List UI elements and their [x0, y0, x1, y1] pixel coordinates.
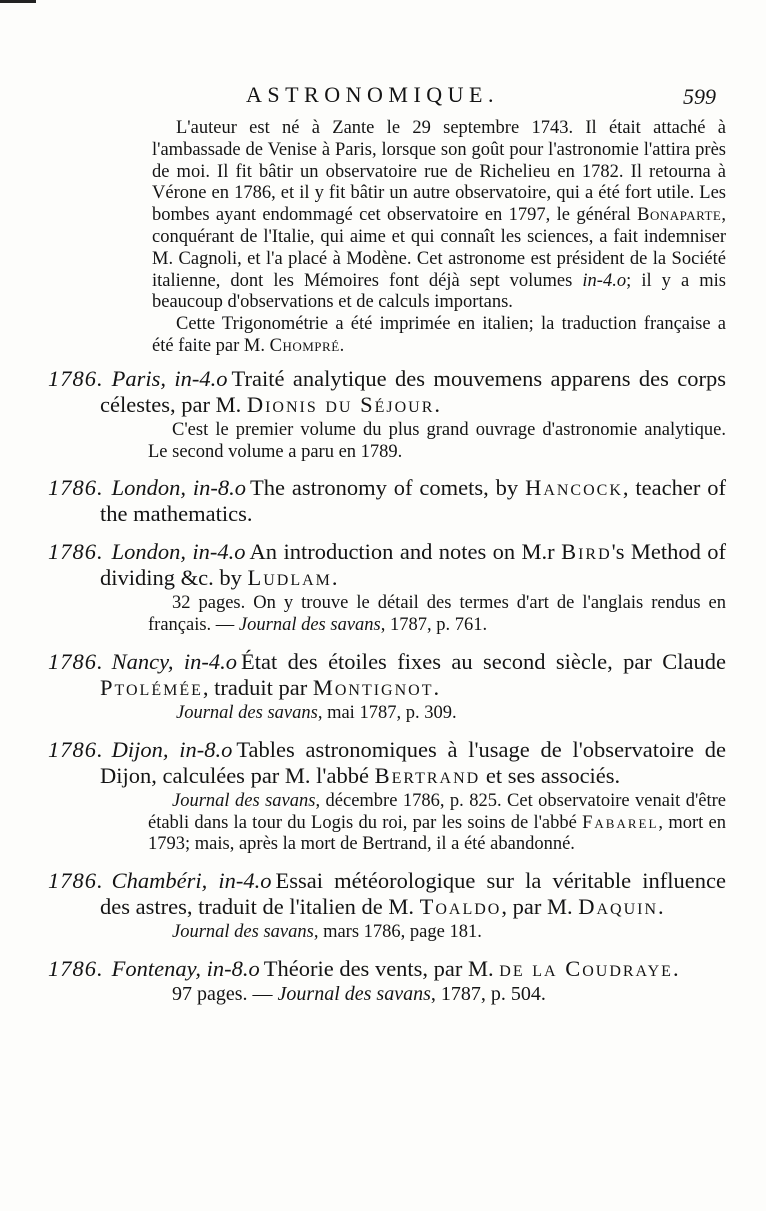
text: .: [433, 674, 440, 700]
text: Traité analytique des mouvemens apparens des corps célestes, par M.: [100, 365, 726, 417]
text: 32 pages. On y trouve le détail des termes d'art de l'anglais rendus en français. —: [148, 593, 726, 636]
entry-year: 1786.: [48, 868, 104, 894]
entry-note: [148, 984, 726, 1006]
entry-title: [48, 649, 726, 701]
text: ; il y a mis beaucoup d'observations et de calculs importans.: [152, 270, 726, 313]
text: et ses associés.: [480, 762, 621, 788]
format: in-4.o: [582, 270, 627, 291]
top-rule: [0, 0, 36, 3]
author-name: Ludlam: [247, 565, 332, 591]
author-name: Daquin: [578, 894, 659, 920]
page-number: 599: [683, 84, 716, 109]
entry-title: [48, 366, 726, 418]
bibliography-entry: [0, 737, 766, 856]
text: The astronomy of comets, by: [250, 475, 526, 501]
text: Tables astronomiques à l'usage de l'observatoire de Dijon, calculées par M. l'abbé: [100, 736, 726, 788]
entry-title: [48, 475, 726, 527]
text: , mars 1786, page 181.: [313, 922, 482, 943]
text: .: [331, 565, 338, 591]
text: 97 pages. —: [172, 982, 278, 1005]
text: , mai 1787, p. 309.: [317, 702, 457, 723]
journal-reference: Journal des savans: [277, 982, 431, 1005]
entry-place: London, in-4.o: [111, 539, 246, 565]
entry-note: C'est le premier volume du plus grand ouvrage d'astronomie analytique. Le second volume a paru en 1789.: [148, 419, 726, 462]
entry-year: 1786.: [48, 539, 104, 565]
bibliography-entry: [0, 475, 766, 527]
page-header: [0, 82, 766, 112]
entry-note: [148, 593, 726, 637]
text: .: [434, 391, 441, 417]
text: , 1787, p. 504.: [430, 982, 546, 1005]
text: , 1787, p. 761.: [380, 615, 488, 636]
text: , traduit par: [202, 674, 313, 700]
journal-reference: Journal des savans: [172, 922, 314, 943]
bibliography-entry: [0, 539, 766, 637]
entry-note: [148, 703, 726, 725]
author-name: Ptolémée: [100, 674, 203, 700]
text: , décembre 1786, p. 825. Cet observatoire venait d'être établi dans la tour du Logis du roi, par les soins de l'abbé: [148, 790, 726, 833]
entry-title: [48, 539, 726, 591]
text: État des étoiles fixes au second siècle, par Claude: [241, 648, 727, 674]
entry-year: 1786.: [48, 365, 104, 391]
intro-paragraph-2: [0, 314, 766, 358]
bibliography-entry: [0, 868, 766, 944]
author-name: Montignot: [312, 674, 434, 700]
page-body: [0, 118, 766, 1006]
person-name: Fabarel: [582, 812, 659, 833]
text: Essai météorologique sur la véritable influence des astres, traduit de l'italien de M.: [100, 868, 726, 920]
text: .: [672, 955, 679, 981]
text: 's Method of dividing &c. by: [100, 539, 726, 591]
entry-year: 1786.: [48, 648, 104, 674]
bibliography-entry: [0, 956, 766, 1006]
entry-year: 1786.: [48, 736, 104, 762]
entry-place: Fontenay, in-8.o: [111, 955, 260, 981]
author-name: Bird: [561, 539, 612, 565]
author-name: Dionis du Séjour: [246, 391, 435, 417]
author-name: Hancock: [525, 475, 623, 501]
person-name: Bonaparte: [637, 205, 722, 226]
text: .: [658, 894, 664, 920]
journal-reference: Journal des savans: [238, 615, 381, 636]
journal-reference: Journal des savans: [172, 790, 316, 811]
text: .: [339, 335, 345, 356]
person-name: Chompré: [269, 335, 340, 356]
entry-year: 1786.: [48, 475, 104, 501]
text: , par M.: [501, 894, 579, 920]
text: , conquérant de l'Italie, qui aime et qui connaît les sciences, a fait indemniser M. Cagnoli, et l'a placé à Modène. Cet astronome est président de la Société italienne, dont les Mémoires font déjà sept volumes: [152, 205, 726, 291]
entry-title: [48, 956, 726, 982]
entry-place: London, in-8.o: [111, 475, 247, 501]
text: Cette Trigonométrie a été imprimée en italien; la traduction française a été faite par M.: [152, 314, 726, 356]
author-name: Bertrand: [374, 762, 481, 788]
running-title: ASTRONOMIQUE.: [246, 82, 499, 107]
bibliography-entry: [0, 649, 766, 725]
author-name: Toaldo: [419, 894, 502, 920]
journal-reference: Journal des savans: [176, 702, 318, 723]
text: L'auteur est né à Zante le 29 septembre 1743. Il était attaché à l'ambassade de Venise à Paris, lorsque son goût pour l'astronomie l'attira près de moi. Il fit bâtir un observatoire rue de Richelieu en 1782. Il retourna à Vérone en 1786, et il y fit bâtir un autre observatoire, qui a été fort utile. Les bombes ayant endommagé cet observatoire en 1797, le général: [152, 118, 726, 226]
text: Théorie des vents, par M.: [263, 955, 500, 981]
entry-place: Chambéri, in-4.o: [111, 868, 272, 894]
text: , mort en 1793; mais, après la mort de Bertrand, il a été abandonné.: [148, 812, 726, 855]
entry-title: [48, 737, 726, 789]
entry-note: [148, 791, 726, 856]
entry-note: [148, 922, 726, 944]
entry-place: Paris, in-4.o: [111, 365, 228, 391]
text: An introduction and notes on M.r: [249, 539, 562, 565]
text: , teacher of the mathematics.: [100, 475, 726, 527]
bibliography-entry: [0, 366, 766, 464]
entry-year: 1786.: [48, 955, 104, 981]
entry-place: Dijon, in-8.o: [111, 736, 233, 762]
entry-place: Nancy, in-4.o: [111, 648, 238, 674]
intro-paragraph-1: [0, 118, 766, 314]
entry-title: [48, 868, 726, 920]
author-name: de la Coudraye: [499, 955, 673, 981]
